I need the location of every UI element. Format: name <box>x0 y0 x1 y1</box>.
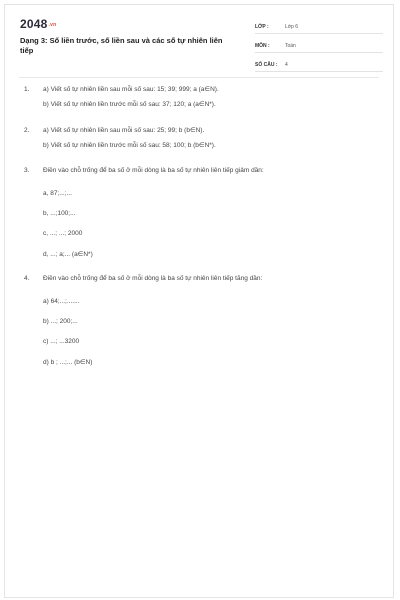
meta-label: SỐ CÂU : <box>255 62 278 68</box>
meta-table <box>255 17 383 74</box>
questions-list <box>19 84 379 379</box>
fill-in-item: b) ...; 200;... <box>43 318 78 325</box>
question-number: 1. <box>24 86 30 93</box>
question-number: 4. <box>24 275 30 282</box>
question-4 <box>19 275 379 366</box>
logo-brand: 2048 <box>20 17 48 31</box>
header-divider <box>19 77 379 78</box>
fill-in-item: c) ...; ...3200 <box>43 338 80 345</box>
fill-in-item: a) 64;...;....... <box>43 298 80 305</box>
fill-in-item: d, ...; a;... (a∈N*) <box>43 251 93 258</box>
fill-in-item: d) b ; ...;... (b∈N) <box>43 359 93 366</box>
question-3 <box>19 167 379 258</box>
question-number: 3. <box>24 167 30 174</box>
question-item: a) Viết số tự nhiên liền sau mỗi số sau: 25; 99; b (b∈N). <box>43 127 205 134</box>
meta-row-class <box>255 17 383 34</box>
question-1 <box>19 86 379 109</box>
site-logo[interactable] <box>20 17 56 31</box>
meta-value: 4 <box>285 62 288 68</box>
fill-in-item: a, 87;...;... <box>43 190 72 197</box>
question-item: b) Viết số tự nhiên liền trước mỗi số sau: 37; 120; a (a∈N*). <box>43 101 216 108</box>
question-lead: Điền vào chỗ trống để ba số ở mỗi dòng là ba số tự nhiên liên tiếp tăng dần: <box>43 275 263 282</box>
fill-in-item: c, ...; ...; 2000 <box>43 230 83 237</box>
question-2 <box>19 127 379 150</box>
question-item: a) Viết số tự nhiên liền sau mỗi số sau: 15; 39; 999; a (a∈N). <box>43 86 219 93</box>
meta-label: LỚP : <box>255 24 269 30</box>
meta-label: MÔN : <box>255 43 270 49</box>
worksheet-title: Dạng 3: Số liền trước, số liền sau và các số tự nhiên liên tiếp <box>20 36 223 55</box>
meta-row-subject <box>255 36 383 53</box>
meta-value: Toán <box>285 43 296 49</box>
logo-suffix: .vn <box>48 21 57 28</box>
question-item: b) Viết số tự nhiên liền trước mỗi số sau: 58; 100; b (b∈N*). <box>43 142 216 149</box>
worksheet-header <box>5 5 393 75</box>
question-lead: Điền vào chỗ trống để ba số ở mỗi dòng là ba số tự nhiên liên tiếp giảm dần: <box>43 167 264 174</box>
meta-row-count <box>255 55 383 72</box>
question-number: 2. <box>24 127 30 134</box>
fill-in-item: b, ...;100;... <box>43 210 76 217</box>
meta-value: Lớp 6 <box>285 24 299 30</box>
worksheet-page <box>4 4 394 598</box>
